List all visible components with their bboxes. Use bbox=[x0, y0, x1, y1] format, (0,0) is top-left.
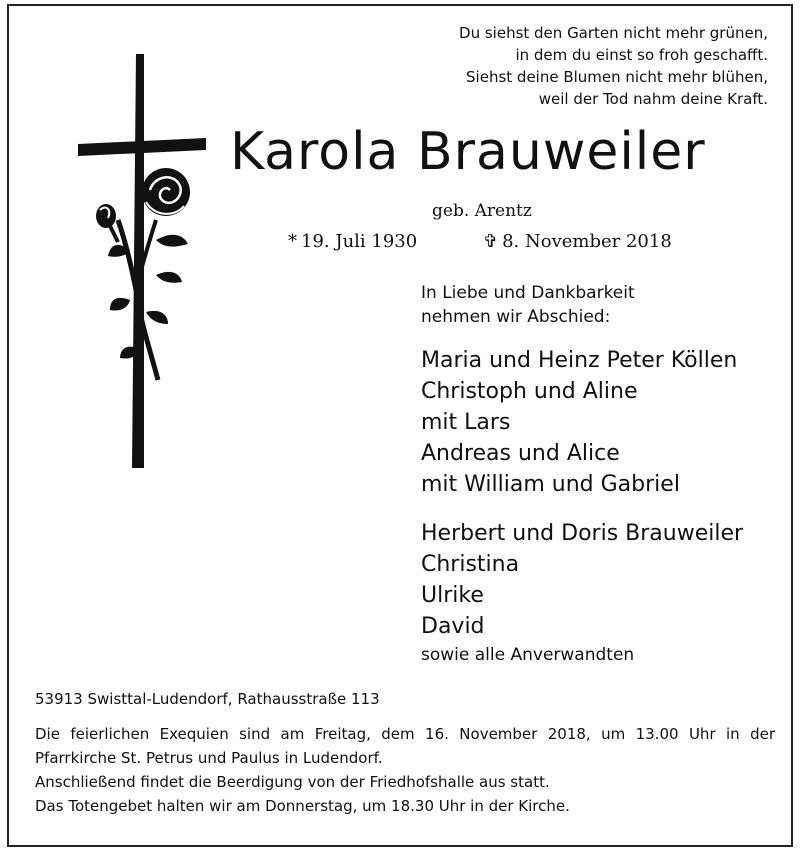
birth-star-icon: * bbox=[288, 231, 297, 252]
rosebud-icon bbox=[96, 204, 118, 242]
exequien-text: Die feierlichen Exequien sind am Freitag, dem 16. November 2018, um 13.00 Uhr in der Pfarrkirche St. Petrus und Paulus in Ludendorf. bbox=[35, 725, 775, 767]
poem-line: in dem du einst so froh geschafft. bbox=[515, 46, 768, 64]
death-date: 8. November 2018 bbox=[502, 231, 672, 252]
rose-icon bbox=[142, 168, 190, 216]
service-details bbox=[35, 722, 775, 818]
family-member: David bbox=[421, 614, 485, 639]
death-info bbox=[483, 231, 672, 252]
prayer-text: Das Totengebet halten wir am Donnerstag, um 18.30 Uhr in der Kirche. bbox=[35, 797, 570, 815]
death-cross-icon: ✞ bbox=[483, 231, 499, 252]
family-member: Maria und Heinz Peter Köllen bbox=[421, 348, 738, 373]
relatives-note: sowie alle Anverwandten bbox=[421, 645, 635, 665]
family-group-2 bbox=[421, 518, 743, 642]
poem-line: Siehst deine Blumen nicht mehr blühen, bbox=[466, 68, 768, 86]
family-member: Herbert und Doris Brauweiler bbox=[421, 521, 744, 546]
family-member: Christoph und Aline bbox=[421, 379, 638, 404]
maiden-name: geb. Arentz bbox=[432, 201, 532, 221]
family-member: Andreas und Alice bbox=[421, 441, 620, 466]
intro-line: nehmen wir Abschied: bbox=[421, 307, 611, 327]
poem bbox=[459, 22, 768, 110]
family-member: Ulrike bbox=[421, 583, 484, 608]
life-dates bbox=[288, 231, 672, 252]
poem-line: Du siehst den Garten nicht mehr grünen, bbox=[459, 24, 768, 42]
burial-text: Anschließend findet die Beerdigung von der Friedhofshalle aus statt. bbox=[35, 773, 550, 791]
family-address: 53913 Swisttal-Ludendorf, Rathausstraße 113 bbox=[35, 690, 380, 708]
birth-date: 19. Juli 1930 bbox=[301, 231, 418, 252]
deceased-name: Karola Brauweiler bbox=[230, 122, 706, 182]
farewell-intro bbox=[421, 281, 635, 329]
intro-line: In Liebe und Dankbarkeit bbox=[421, 283, 635, 303]
poem-line: weil der Tod nahm deine Kraft. bbox=[538, 90, 768, 108]
birth-info bbox=[288, 231, 483, 252]
family-group-1 bbox=[421, 345, 737, 500]
family-member: mit William und Gabriel bbox=[421, 472, 680, 497]
family-member: mit Lars bbox=[421, 410, 511, 435]
cross-with-rose-icon bbox=[70, 50, 210, 470]
family-member: Christina bbox=[421, 552, 520, 577]
